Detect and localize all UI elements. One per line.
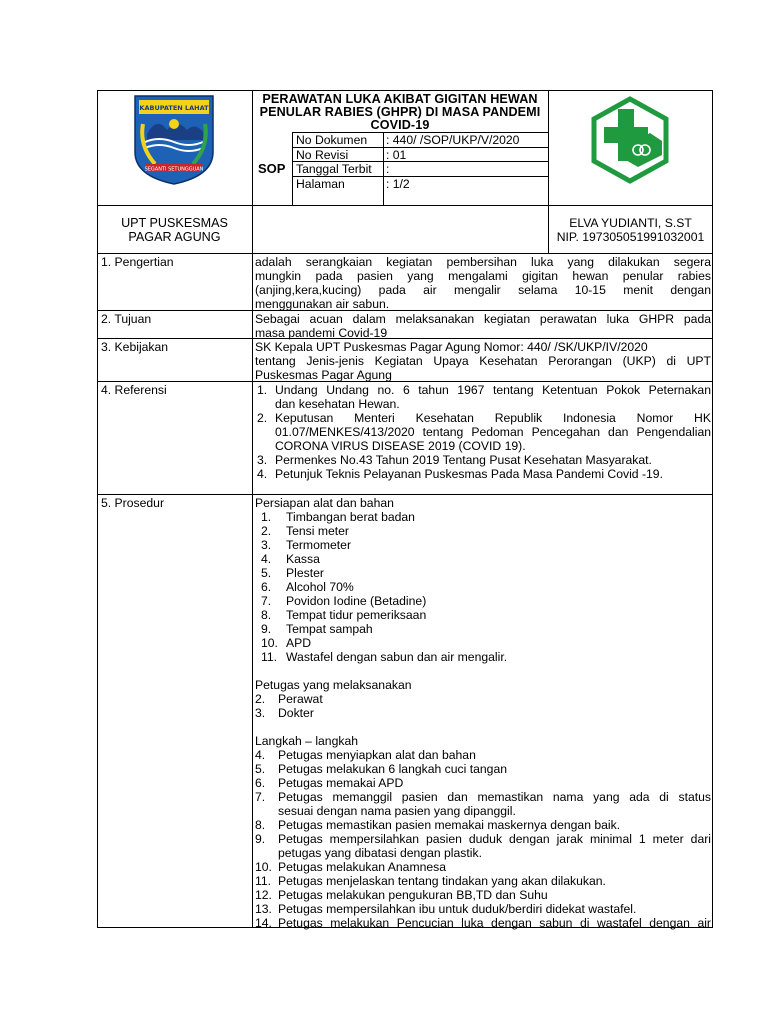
row-line bbox=[548, 205, 713, 206]
langkah-num: 5. bbox=[255, 762, 266, 776]
signer-name: ELVA YUDIANTI, S.ST bbox=[569, 216, 692, 230]
alat-num: 1. bbox=[261, 510, 272, 524]
meta-label: No Revisi bbox=[296, 148, 349, 162]
alat-num: 10. bbox=[261, 636, 278, 650]
logo-text-bottom: SEGANTI SETUNGGUAN bbox=[144, 166, 204, 173]
alat-item: Tempat tidur pemeriksaan bbox=[286, 608, 427, 622]
kebijakan-line: tentang Jenis-jenis Kegiatan Upaya Kesehatan Perorangan (UKP) di UPT bbox=[255, 354, 711, 368]
kebijakan-line: Puskesmas Pagar Agung bbox=[255, 368, 392, 382]
section-label-referensi: 4. Referensi bbox=[101, 383, 167, 397]
alat-num: 3. bbox=[261, 538, 272, 552]
kabupaten-logo bbox=[133, 94, 215, 186]
referensi-line: CORONA VIRUS DISEASE 2019 (COVID 19). bbox=[275, 439, 526, 453]
pengertian-line: menggunakan air sabun. bbox=[255, 297, 390, 311]
meta-divider bbox=[383, 132, 384, 205]
langkah-item: Petugas melakukan Anamnesa bbox=[278, 860, 447, 874]
row-line bbox=[97, 381, 713, 382]
alat-item: Tensi meter bbox=[286, 524, 349, 538]
alat-num: 9. bbox=[261, 622, 272, 636]
langkah-item: petugas yang dibatasi dengan plastik. bbox=[278, 846, 482, 860]
petugas-item: Perawat bbox=[278, 692, 323, 706]
petugas-num: 3. bbox=[255, 706, 266, 720]
referensi-line: Permenkes No.43 Tahun 2019 Tentang Pusat Kesehatan Masyarakat. bbox=[275, 453, 652, 467]
referensi-line: dan kesehatan Hewan. bbox=[275, 397, 400, 411]
institution-line: PAGAR AGUNG bbox=[128, 230, 221, 244]
petugas-num: 2. bbox=[255, 692, 266, 706]
referensi-line: Petunjuk Teknis Pelayanan Puskesmas Pada Masa Pandemi Covid -19. bbox=[275, 467, 663, 481]
langkah-item: Petugas memanggil pasien dan memastikan nama yang ada di status bbox=[278, 790, 711, 804]
langkah-num: 10. bbox=[255, 860, 272, 874]
langkah-item: Petugas melakukan 6 langkah cuci tangan bbox=[278, 762, 508, 776]
alat-num: 2. bbox=[261, 524, 272, 538]
section-label-kebijakan: 3. Kebijakan bbox=[101, 340, 169, 354]
alat-item: Termometer bbox=[286, 538, 352, 552]
langkah-heading: Langkah – langkah bbox=[255, 734, 359, 748]
alat-item: Timbangan berat badan bbox=[286, 510, 415, 524]
meta-value: : 1/2 bbox=[386, 177, 410, 191]
langkah-item: Petugas memastikan pasien memakai maskernya dengan baik. bbox=[278, 818, 621, 832]
langkah-num: 7. bbox=[255, 790, 266, 804]
institution-line: UPT PUSKESMAS bbox=[121, 216, 228, 230]
meta-row-line bbox=[252, 205, 548, 206]
meta-value: : 01 bbox=[386, 148, 407, 162]
langkah-item: Petugas melakukan pengukuran BB,TD dan Suhu bbox=[278, 888, 548, 902]
alat-item: Tempat sampah bbox=[286, 622, 373, 636]
tujuan-line: Sebagai acuan dalam melaksanakan kegiatan perawatan luka GHPR pada bbox=[255, 312, 711, 326]
page-title bbox=[252, 93, 548, 132]
petugas-heading: Petugas yang melaksanakan bbox=[255, 678, 412, 692]
alat-num: 5. bbox=[261, 566, 272, 580]
alat-num: 11. bbox=[261, 650, 278, 664]
meta-label: Halaman bbox=[296, 177, 345, 191]
referensi-num: 4. bbox=[257, 467, 268, 481]
langkah-num: 4. bbox=[255, 748, 266, 762]
shield-emblem-icon bbox=[133, 94, 215, 186]
kebijakan-line: SK Kepala UPT Puskesmas Pagar Agung Nomor: 440/ /SK/UKP/IV/2020 bbox=[255, 340, 648, 354]
meta-label: Tanggal Terbit bbox=[296, 162, 372, 176]
langkah-num: 12. bbox=[255, 888, 272, 902]
section-label-tujuan: 2. Tujuan bbox=[101, 312, 152, 326]
logo-text-top: KABUPATEN LAHAT bbox=[139, 104, 209, 112]
langkah-num: 13. bbox=[255, 902, 272, 916]
pengertian-line: adalah serangkaian kegiatan pembersihan luka yang dilakukan segera bbox=[255, 255, 711, 269]
pengertian-line: (anjing,kera,kucing) pada air mengalir selama 10-15 menit dengan bbox=[255, 283, 711, 297]
puskesmas-logo bbox=[588, 95, 672, 185]
section-label-prosedur: 5. Prosedur bbox=[101, 496, 165, 510]
alat-num: 4. bbox=[261, 552, 272, 566]
signer-block bbox=[548, 216, 713, 244]
column-divider bbox=[252, 90, 253, 928]
sop-label: SOP bbox=[258, 161, 286, 176]
alat-item: APD bbox=[286, 636, 312, 650]
tujuan-line: masa pandemi Covid-19 bbox=[255, 326, 388, 340]
alat-item: Wastafel dengan sabun dan air mengalir. bbox=[286, 650, 508, 664]
title-line: COVID-19 bbox=[370, 118, 430, 132]
institution-name bbox=[97, 216, 252, 244]
langkah-item: Petugas menjelaskan tentang tindakan yang akan dilakukan. bbox=[278, 874, 606, 888]
row-line bbox=[97, 253, 713, 254]
langkah-num: 11. bbox=[255, 874, 272, 888]
alat-item: Povidon Iodine (Betadine) bbox=[286, 594, 427, 608]
signer-nip: NIP. 197305051991032001 bbox=[556, 230, 705, 244]
pengertian-line: mungkin pada pasien yang mengalami gigitan hewan penular rabies bbox=[255, 269, 711, 283]
row-line bbox=[97, 310, 713, 311]
petugas-item: Dokter bbox=[278, 706, 314, 720]
langkah-num: 9. bbox=[255, 832, 266, 846]
langkah-item: Petugas memakai APD bbox=[278, 776, 404, 790]
alat-num: 6. bbox=[261, 580, 272, 594]
langkah-num: 14. bbox=[255, 916, 272, 930]
title-line: PERAWATAN LUKA AKIBAT GIGITAN HEWAN bbox=[262, 92, 538, 106]
langkah-num: 6. bbox=[255, 776, 266, 790]
meta-value: : bbox=[386, 162, 390, 176]
referensi-num: 1. bbox=[257, 383, 268, 397]
langkah-num: 8. bbox=[255, 818, 266, 832]
langkah-item: Petugas mempersilahkan pasien duduk dengan jarak minimal 1 meter dari bbox=[278, 832, 711, 846]
referensi-line: Undang Undang no. 6 tahun 1967 tentang Ketentuan Pokok Peternakan bbox=[275, 383, 711, 397]
alat-num: 8. bbox=[261, 608, 272, 622]
puskesmas-cross-icon bbox=[588, 95, 672, 185]
langkah-item: sesuai dengan nama pasien yang dipanggil. bbox=[278, 804, 516, 818]
section-label-pengertian: 1. Pengertian bbox=[101, 255, 174, 269]
alat-item: Kassa bbox=[286, 552, 320, 566]
langkah-item: Petugas mempersilahkan ibu untuk duduk/berdiri didekat wastafel. bbox=[278, 902, 637, 916]
sop-divider bbox=[292, 132, 293, 205]
row-line bbox=[97, 494, 713, 495]
meta-value: : 440/ /SOP/UKP/V/2020 bbox=[386, 133, 520, 147]
meta-label: No Dokumen bbox=[296, 133, 368, 147]
referensi-num: 2. bbox=[257, 411, 268, 425]
langkah-item: Petugas menyiapkan alat dan bahan bbox=[278, 748, 476, 762]
langkah-item: Petugas melakukan Pencucian luka dengan sabun di wastafel dengan air bbox=[278, 916, 711, 930]
alat-item: Plester bbox=[286, 566, 324, 580]
referensi-line: 01.07/MENKES/413/2020 tentang Pedoman Pencegahan dan Pengendalian bbox=[275, 425, 711, 439]
row-line bbox=[97, 205, 252, 206]
title-line: PENULAR RABIES (GHPR) DI MASA PANDEMI bbox=[259, 105, 541, 119]
referensi-num: 3. bbox=[257, 453, 268, 467]
alat-num: 7. bbox=[261, 594, 272, 608]
alat-heading: Persiapan alat dan bahan bbox=[255, 496, 394, 510]
row-line bbox=[97, 338, 713, 339]
alat-item: Alcohol 70% bbox=[286, 580, 354, 594]
referensi-line: Keputusan Menteri Kesehatan Republik Indonesia Nomor HK bbox=[275, 411, 711, 425]
